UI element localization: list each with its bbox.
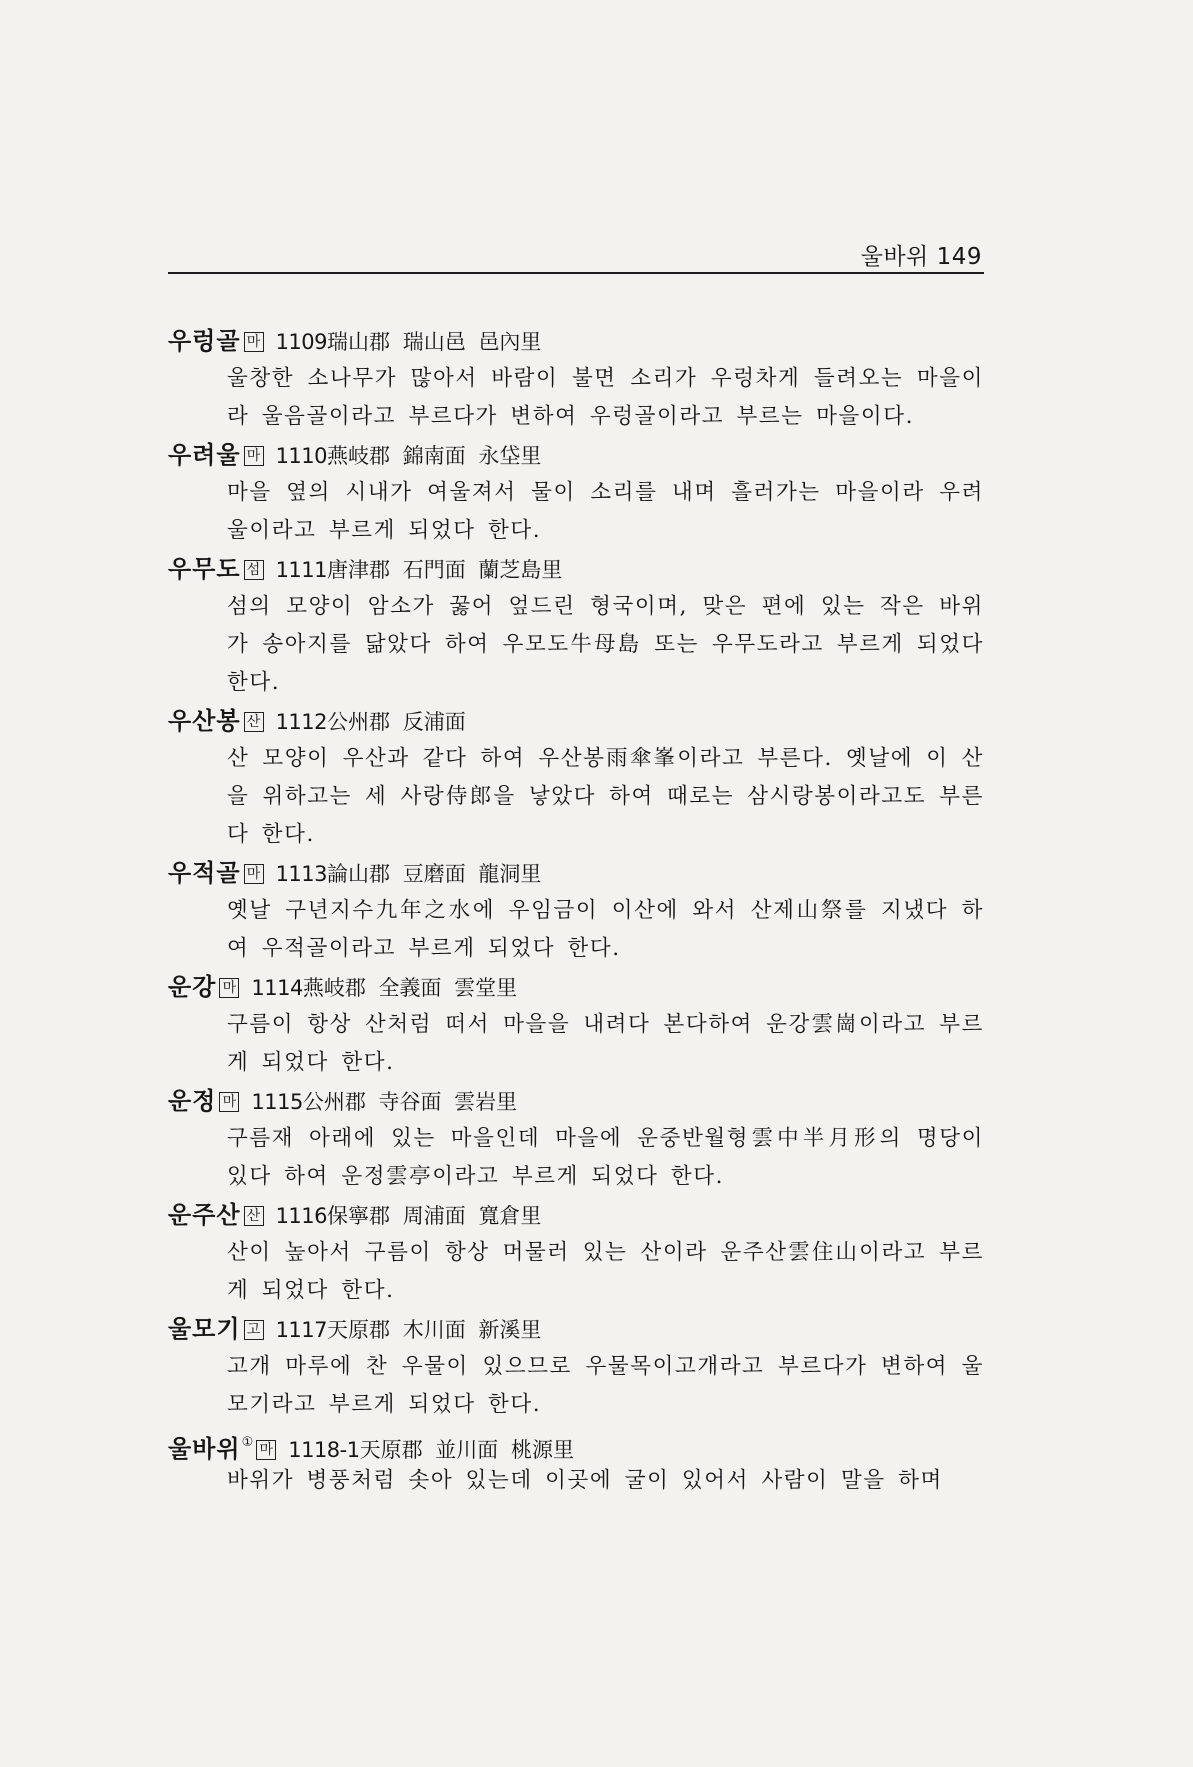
entry-description: 울창한 소나무가 많아서 바람이 불면 소리가 우렁차게 들려오는 마을이라 울음골이라고 부르다가 변하여 우렁골이라고 부르는 마을이다. [227, 366, 984, 429]
entry-headword: 우렁골 [168, 327, 241, 355]
entry-location: 燕岐郡 全義面 雲堂里 [302, 976, 518, 1000]
entry-description: 섬의 모양이 암소가 꿇어 엎드린 형국이며, 맞은 편에 있는 작은 바위가 송아지를 닮았다 하여 우모도牛母島 또는 우무도라고 부르게 되었다 한다. [227, 594, 984, 695]
entry-location: 燕岐郡 錦南面 永垈里 [327, 444, 542, 468]
entry-headline [168, 1310, 984, 1348]
category-badge: 마 [244, 332, 264, 352]
entry-1109 [168, 322, 984, 436]
entry-headline [168, 550, 984, 588]
entry-location: 天原郡 木川面 新溪里 [327, 1318, 542, 1342]
running-title: 울바위 [860, 244, 929, 270]
entry-headword: 우적골 [168, 859, 241, 887]
entry-location: 唐津郡 石門面 蘭芝島里 [327, 558, 563, 582]
entry-number: 1109 [275, 330, 328, 354]
entry-description: 구름이 항상 산처럼 떠서 마을을 내려다 본다하여 운강雲崗이라고 부르게 되었다 한다. [227, 1012, 984, 1075]
entry-1118-1 [168, 1424, 984, 1500]
entry-location: 保寧郡 周浦面 寬倉里 [327, 1204, 542, 1228]
entry-headword: 운주산 [168, 1201, 241, 1229]
entry-description: 구름재 아래에 있는 마을인데 마을에 운중반월형雲中半月形의 명당이 있다 하여 운정雲亭이라고 부르게 되었다 한다. [227, 1126, 984, 1189]
entry-number: 1116 [275, 1204, 328, 1228]
entry-description: 옛날 구년지수九年之水에 우임금이 이산에 와서 산제山祭를 지냈다 하여 우적골이라고 부르게 되었다 한다. [227, 898, 984, 961]
category-badge: 마 [219, 978, 239, 998]
entry-headline [168, 702, 984, 740]
entry-description: 마을 옆의 시내가 여울져서 물이 소리를 내며 흘러가는 마을이라 우려울이라고 부르게 되었다 한다. [227, 480, 984, 543]
entry-number: 1114 [251, 976, 303, 1000]
category-badge: 마 [244, 864, 264, 884]
entry-headline [168, 322, 984, 360]
entry-number: 1111 [275, 558, 328, 582]
entry-headline [168, 436, 984, 474]
entry-headword: 운강 [168, 973, 217, 1001]
entry-location: 公州郡 反浦面 [327, 710, 466, 734]
entry-headline [168, 1082, 984, 1120]
category-badge: 섬 [244, 560, 264, 580]
category-badge: 마 [256, 1440, 276, 1460]
entry-description: 고개 마루에 찬 우물이 있으므로 우물목이고개라고 부르다가 변하여 울모기라고 부르게 되었다 한다. [227, 1354, 984, 1417]
entry-headline [168, 1196, 984, 1234]
entry-headword: 우산봉 [168, 707, 241, 735]
entry-number: 1118-1 [288, 1438, 360, 1462]
entry-headword: 울바위 [168, 1435, 241, 1463]
running-header [861, 238, 982, 271]
category-badge: 마 [244, 446, 264, 466]
entry-headword: 우려울 [168, 441, 241, 469]
category-badge: 마 [219, 1092, 239, 1112]
entry-1113 [168, 854, 984, 968]
entry-1111 [168, 550, 984, 702]
entry-superscript: ① [241, 1435, 254, 1450]
page-number: 149 [936, 244, 982, 270]
entry-headline [168, 968, 984, 1006]
entry-number: 1112 [275, 710, 328, 734]
category-badge: 산 [244, 1206, 264, 1226]
entry-location: 瑞山郡 瑞山邑 邑內里 [327, 330, 542, 354]
entry-description: 바위가 병풍처럼 솟아 있는데 이곳에 굴이 있어서 사람이 말을 하며 [227, 1468, 943, 1493]
entry-headword: 운정 [168, 1087, 217, 1115]
category-badge: 고 [244, 1320, 264, 1340]
entry-description: 산이 높아서 구름이 항상 머물러 있는 산이라 운주산雲住山이라고 부르게 되었다 한다. [227, 1240, 984, 1303]
entry-location: 公州郡 寺谷面 雲岩里 [302, 1090, 518, 1114]
entry-number: 1110 [275, 444, 328, 468]
entry-description: 산 모양이 우산과 같다 하여 우산봉雨傘峯이라고 부른다. 옛날에 이 산을 위하고는 세 사랑侍郎을 낳았다 하여 때로는 삼시랑봉이라고도 부른다 한다. [227, 746, 984, 847]
category-badge: 산 [244, 712, 264, 732]
entry-headword: 울모기 [168, 1315, 241, 1343]
entry-headword: 우무도 [168, 555, 241, 583]
entry-number: 1117 [275, 1318, 328, 1342]
entry-headline [168, 854, 984, 892]
entry-1116 [168, 1196, 984, 1310]
entry-list [168, 322, 984, 1500]
entry-1114 [168, 968, 984, 1082]
entry-1115 [168, 1082, 984, 1196]
entry-1110 [168, 436, 984, 550]
entry-1117 [168, 1310, 984, 1424]
page-header [168, 232, 984, 274]
entry-headline [168, 1424, 984, 1462]
entry-location: 天原郡 並川面 桃源里 [359, 1438, 574, 1462]
entry-number: 1113 [275, 862, 328, 886]
entry-number: 1115 [251, 1090, 303, 1114]
entry-1112 [168, 702, 984, 854]
entry-location: 論山郡 豆磨面 龍洞里 [327, 862, 542, 886]
